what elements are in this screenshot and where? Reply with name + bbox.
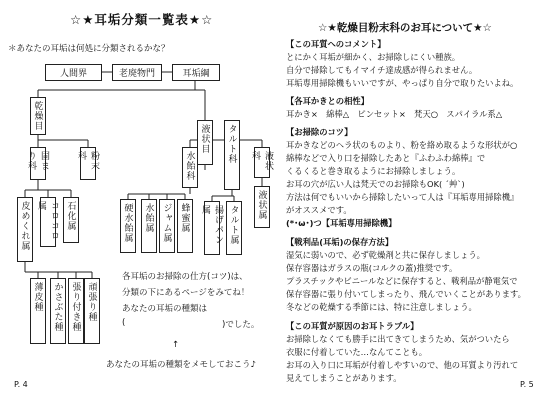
section-heading: 【この耳質が原因のお耳トラブル】 [286,321,419,331]
section-line: 衣服に付着していた…なんてことも。 [286,347,428,357]
section-line: 耳かき× 綿棒△ ピンセット× 梵天○ スパイラル系△ [286,109,503,119]
division-box: 老廃物門 [112,64,162,81]
genus-bread-box: 揚げパン属 [204,201,220,255]
section-line: お耳の穴が広い人は梵天でのお掃除もOK( ´艸`) [286,179,465,189]
section-line: とにかく耳垢が細かく、お掃除しにくい種族。 [286,52,461,62]
right-page-title: ☆★乾燥目粉末科のお耳について★☆ [318,22,492,34]
note-bottom: あなたの耳垢の種類をメモしておこう♪ [106,360,256,370]
species-scab-box: かさぶた種 [50,278,66,344]
section-line: 見えてしまうことがあります。 [286,373,402,383]
page-number-left: P. 4 [14,380,28,389]
genus-peel-box: 皮めくれ属 [17,197,33,262]
note-line-2: 分類の下にあるページをみてね！ [122,288,250,298]
section-trouble [286,320,518,385]
section-line: 自分で掃除してもイマイチ達成感が得られません。 [286,65,478,75]
section-cleaning-tips [286,126,518,230]
section-heading: 【この耳質へのコメント】 [286,39,386,49]
solid-family-box: 固まり科 [30,147,46,180]
section-line: 綿棒などで入り口を掃除したあと『ふわふわ綿棒』で [286,153,486,163]
genus-liquid-box: 液状属 [254,186,270,228]
species-stick-box: 張り付き種 [68,278,84,344]
powder-family-box: 粉末科 [80,147,96,180]
section-line: がオススメです。 [286,205,352,215]
note-close-paren: )でした。 [222,320,260,330]
section-heading: 【戦利品(耳垢)の保存方法】 [286,237,394,247]
wet-order-box: 液状目 [197,120,213,165]
section-comment [286,38,518,90]
genus-honey-box: 蜂蜜属 [177,199,193,253]
note-line-1: 各耳垢のお掃除の仕方(コツ)は、 [122,272,248,282]
note-open-paren: ( [122,318,126,328]
arrow-up-icon: ↑ [172,340,180,350]
genus-tart-box: タルト属 [226,201,242,255]
species-strong-box: 頑張り種 [84,278,100,344]
watery-family-box: 水飴科 [182,147,198,188]
note-line-3: あなたの耳垢の種類は [122,304,208,314]
section-line: 保存容器に張り付いてしまったり、飛んでいくことがあります。 [286,289,526,299]
species-thin-box: 薄皮種 [30,278,46,344]
section-line: 耳かきなどのヘラ状のものより、粉を絡め取るような形状が○ [286,140,518,150]
genus-jam-box: ジャム属 [159,199,175,253]
liquid-family-box: 液状科 [254,147,270,178]
class-box: 耳垢綱 [172,64,220,81]
section-line: くるくると巻き取るようにお掃除しましょう。 [286,166,461,176]
page-title: ☆★耳垢分類一覧表★☆ [70,12,214,27]
question-text: ＊あなたの耳垢は何処に分類されるかな？ [8,44,170,54]
genus-croquette-box: コロコロ属 [40,197,56,247]
section-line: 湿気に弱いので、必ず乾燥剤と共に保存しましょう。 [286,250,485,260]
section-storage [286,236,526,314]
genus-fossil-box: 石化属 [63,197,79,243]
dry-order-box: 乾燥目 [30,97,46,135]
tart-family-box: タルト科 [224,120,240,190]
section-line: 保存容器はガラスの瓶(コルクの蓋)推奨です。 [286,263,458,273]
section-line: お耳の入り口に耳垢が付着しやすいので、他の耳質より汚れて [286,360,519,370]
section-line: (*･ω･)つ【耳垢専用掃除機】 [286,218,397,228]
section-heading: 【各耳かきとの相性】 [286,96,369,106]
genus-syrup-box: 水飴属 [141,199,157,253]
section-compatibility [286,95,502,121]
section-line: プラスチックやビニールなどに保存すると、戦利品が静電気で [286,276,518,286]
genus-pasta-box: 硬水飴属 [120,199,136,253]
section-line: 冬などの乾燥する季節には、特に注意しましょう。 [286,302,477,312]
section-line: お掃除しなくても勝手に出てきてしまうため、気がついたら [286,334,510,344]
section-line: 耳垢専用掃除機もいいですが、やっぱり自分で取りたいよね。 [286,78,519,88]
kingdom-box: 人間界 [45,64,102,81]
section-line: 方法は何でもいいから掃除したいって人は『耳垢専用掃除機』 [286,192,519,202]
section-heading: 【お掃除のコツ】 [286,127,353,137]
page-number-right: P. 5 [520,380,534,389]
